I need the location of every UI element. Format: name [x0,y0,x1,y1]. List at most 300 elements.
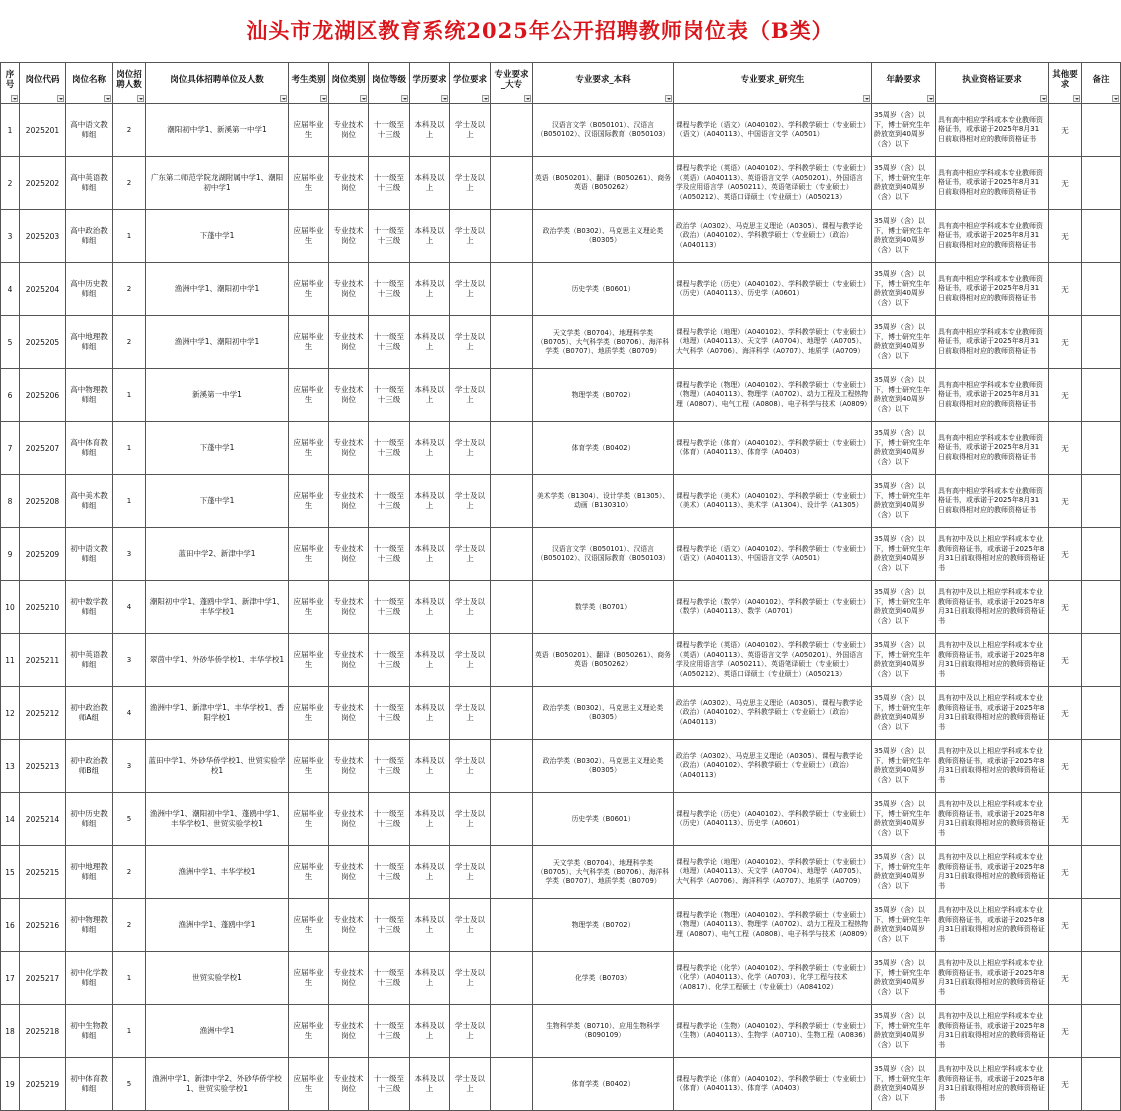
cell-seq: 3 [1,210,20,263]
filter-dropdown-icon[interactable] [104,95,111,102]
cell-ug: 英语（B050201）、翻译（B050261）、商务英语（B050262） [533,634,674,687]
cell-other: 无 [1049,157,1082,210]
cell-dz [491,581,533,634]
cell-pg: 课程与教学论（体育）（A040102）、学科教学硕士（专业硕士）（体育）（A040113）、体育学（A0403） [674,422,872,475]
cell-name: 高中历史教师组 [66,263,113,316]
cell-count: 3 [113,528,146,581]
cell-ptype: 专业技术岗位 [329,687,369,740]
cell-age: 35周岁（含）以下，博士研究生年龄放宽到40周岁（含）以下 [872,316,936,369]
cell-note [1082,316,1121,369]
cell-cert: 具有高中相应学科或本专业教师资格证书，或承诺于2025年8月31日前取得相对应的教师资格证书 [936,475,1049,528]
cell-count: 4 [113,581,146,634]
column-header-label: 专业要求_本科 [575,75,631,85]
cell-count: 1 [113,210,146,263]
cell-plevel: 十一级至十三级 [369,634,410,687]
cell-ug: 历史学类（B0601） [533,263,674,316]
cell-deg: 学士及以上 [450,740,491,793]
cell-cat: 应届毕业生 [289,263,329,316]
cell-cert: 具有初中及以上相应学科或本专业教师资格证书，或承诺于2025年8月31日前取得相对应的教师资格证书 [936,793,1049,846]
cell-code: 2025214 [20,793,66,846]
cell-ug: 政治学类（B0302）、马克思主义理论类（B0305） [533,740,674,793]
cell-plevel: 十一级至十三级 [369,210,410,263]
filter-dropdown-icon[interactable] [137,95,144,102]
cell-edu: 本科及以上 [410,687,450,740]
cell-edu: 本科及以上 [410,1005,450,1058]
column-header-label: 岗位等级 [371,75,406,85]
cell-code: 2025204 [20,263,66,316]
cell-other: 无 [1049,846,1082,899]
cell-plevel: 十一级至十三级 [369,369,410,422]
cell-unit: 广东第二师范学院龙湖附属中学1、潮阳初中学1 [146,157,289,210]
cell-dz [491,422,533,475]
cell-pg: 课程与教学论（英语）（A040102）、学科教学硕士（专业硕士）（英语）（A040113）、英语语言文学（A050201）、外国语言学及应用语言学（A050211）、英语笔译硕士（专业硕士）（A050212）、英语口译硕士（专业硕士）（A050213） [674,634,872,687]
cell-age: 35周岁（含）以下，博士研究生年龄放宽到40周岁（含）以下 [872,528,936,581]
cell-edu: 本科及以上 [410,263,450,316]
column-header[interactable] [533,63,674,104]
column-header-label: 专业要求_大专 [494,70,529,90]
column-header[interactable] [1,63,20,104]
filter-dropdown-icon[interactable] [482,95,489,102]
cell-seq: 1 [1,104,20,157]
cell-ptype: 专业技术岗位 [329,740,369,793]
column-header[interactable] [20,63,66,104]
cell-note [1082,687,1121,740]
cell-pg: 政治学（A0302）、马克思主义理论（A0305）、课程与教学论（政治）（A040102）、学科教学硕士（专业硕士）（政治）（A040113） [674,210,872,263]
column-header-label: 专业要求_研究生 [740,75,805,85]
column-header[interactable] [450,63,491,104]
cell-other: 无 [1049,740,1082,793]
cell-pg: 课程与教学论（历史）（A040102）、学科教学硕士（专业硕士）（历史）（A040113）、历史学（A0601） [674,793,872,846]
cell-cert: 具有高中相应学科或本专业教师资格证书，或承诺于2025年8月31日前取得相对应的教师资格证书 [936,422,1049,475]
cell-code: 2025208 [20,475,66,528]
cell-plevel: 十一级至十三级 [369,899,410,952]
cell-unit: 下蓬中学1 [146,210,289,263]
filter-dropdown-icon[interactable] [280,95,287,102]
cell-age: 35周岁（含）以下，博士研究生年龄放宽到40周岁（含）以下 [872,899,936,952]
cell-unit: 渔洲中学1、潮阳初中学1、蓬鸥中学1、丰华学校1、世贸实验学校1 [146,793,289,846]
cell-code: 2025216 [20,899,66,952]
cell-cat: 应届毕业生 [289,528,329,581]
cell-ptype: 专业技术岗位 [329,952,369,1005]
filter-dropdown-icon[interactable] [524,95,531,102]
column-header-label: 岗位招聘人数 [116,70,142,90]
cell-age: 35周岁（含）以下，博士研究生年龄放宽到40周岁（含）以下 [872,422,936,475]
cell-unit: 下蓬中学1 [146,422,289,475]
cell-cert: 具有高中相应学科或本专业教师资格证书，或承诺于2025年8月31日前取得相对应的教师资格证书 [936,210,1049,263]
cell-cat: 应届毕业生 [289,422,329,475]
cell-deg: 学士及以上 [450,1058,491,1111]
cell-name: 初中生物教师组 [66,1005,113,1058]
cell-edu: 本科及以上 [410,581,450,634]
cell-ptype: 专业技术岗位 [329,846,369,899]
column-header[interactable] [872,63,936,104]
cell-dz [491,475,533,528]
cell-pg: 政治学（A0302）、马克思主义理论（A0305）、课程与教学论（政治）（A040102）、学科教学硕士（专业硕士）（政治）（A040113） [674,740,872,793]
cell-pg: 课程与教学论（英语）（A040102）、学科教学硕士（专业硕士）（英语）（A040113）、英语语言文学（A050201）、外国语言学及应用语言学（A050211）、英语笔译硕士（专业硕士）（A050212）、英语口译硕士（专业硕士）（A050213） [674,157,872,210]
cell-note [1082,422,1121,475]
cell-ptype: 专业技术岗位 [329,316,369,369]
cell-cert: 具有初中及以上相应学科或本专业教师资格证书，或承诺于2025年8月31日前取得相对应的教师资格证书 [936,581,1049,634]
filter-dropdown-icon[interactable] [1112,95,1119,102]
cell-age: 35周岁（含）以下，博士研究生年龄放宽到40周岁（含）以下 [872,581,936,634]
cell-other: 无 [1049,316,1082,369]
cell-edu: 本科及以上 [410,740,450,793]
cell-name: 初中化学教师组 [66,952,113,1005]
column-header[interactable] [329,63,369,104]
table-header [1,63,1121,104]
cell-ptype: 专业技术岗位 [329,210,369,263]
cell-ug: 体育学类（B0402） [533,422,674,475]
cell-count: 3 [113,740,146,793]
cell-age: 35周岁（含）以下，博士研究生年龄放宽到40周岁（含）以下 [872,157,936,210]
cell-count: 5 [113,793,146,846]
table-row [1,899,1121,952]
table-row [1,422,1121,475]
cell-plevel: 十一级至十三级 [369,475,410,528]
cell-pg: 课程与教学论（数学）（A040102）、学科教学硕士（专业硕士）（数学）（A040113）、数学（A0701） [674,581,872,634]
column-header-label: 备注 [1092,75,1110,85]
cell-plevel: 十一级至十三级 [369,846,410,899]
filter-dropdown-icon[interactable] [665,95,672,102]
cell-code: 2025211 [20,634,66,687]
cell-unit: 渔洲中学1、蓬鸥中学1 [146,899,289,952]
cell-edu: 本科及以上 [410,634,450,687]
cell-edu: 本科及以上 [410,369,450,422]
cell-name: 初中语文教师组 [66,528,113,581]
cell-name: 高中政治教师组 [66,210,113,263]
cell-other: 无 [1049,210,1082,263]
cell-cat: 应届毕业生 [289,634,329,687]
cell-note [1082,846,1121,899]
cell-pg: 课程与教学论（物理）（A040102）、学科教学硕士（专业硕士）（物理）（A040113）、物理学（A0702）、动力工程及工程热物理（A0807）、电气工程（A0808）、电子科学与技术（A0809） [674,369,872,422]
column-header[interactable] [1082,63,1121,104]
cell-dz [491,157,533,210]
cell-age: 35周岁（含）以下，博士研究生年龄放宽到40周岁（含）以下 [872,475,936,528]
cell-note [1082,263,1121,316]
cell-cert: 具有初中及以上相应学科或本专业教师资格证书，或承诺于2025年8月31日前取得相对应的教师资格证书 [936,687,1049,740]
cell-note [1082,634,1121,687]
cell-deg: 学士及以上 [450,104,491,157]
cell-dz [491,528,533,581]
cell-deg: 学士及以上 [450,528,491,581]
cell-unit: 潮阳初中学1、蓬鸥中学1、新津中学1、丰华学校1 [146,581,289,634]
cell-note [1082,157,1121,210]
cell-age: 35周岁（含）以下，博士研究生年龄放宽到40周岁（含）以下 [872,687,936,740]
cell-ug: 体育学类（B0402） [533,1058,674,1111]
cell-edu: 本科及以上 [410,846,450,899]
filter-dropdown-icon[interactable] [1073,95,1080,102]
cell-name: 初中政治教师B组 [66,740,113,793]
filter-dropdown-icon[interactable] [320,95,327,102]
cell-count: 2 [113,846,146,899]
cell-ptype: 专业技术岗位 [329,793,369,846]
cell-other: 无 [1049,422,1082,475]
cell-cert: 具有初中及以上相应学科或本专业教师资格证书，或承诺于2025年8月31日前取得相对应的教师资格证书 [936,952,1049,1005]
cell-note [1082,1058,1121,1111]
cell-edu: 本科及以上 [410,952,450,1005]
cell-deg: 学士及以上 [450,687,491,740]
table-row [1,740,1121,793]
cell-ptype: 专业技术岗位 [329,899,369,952]
cell-cat: 应届毕业生 [289,846,329,899]
cell-age: 35周岁（含）以下，博士研究生年龄放宽到40周岁（含）以下 [872,952,936,1005]
column-header[interactable] [1049,63,1082,104]
cell-other: 无 [1049,581,1082,634]
cell-unit: 蓝田中学2、新津中学1 [146,528,289,581]
cell-ug: 物理学类（B0702） [533,369,674,422]
table-row [1,1058,1121,1111]
cell-cert: 具有高中相应学科或本专业教师资格证书，或承诺于2025年8月31日前取得相对应的教师资格证书 [936,104,1049,157]
cell-other: 无 [1049,263,1082,316]
cell-edu: 本科及以上 [410,899,450,952]
column-header[interactable] [410,63,450,104]
table-row [1,210,1121,263]
cell-deg: 学士及以上 [450,793,491,846]
cell-ug: 数学类（B0701） [533,581,674,634]
cell-deg: 学士及以上 [450,210,491,263]
filter-dropdown-icon[interactable] [360,95,367,102]
cell-cert: 具有初中及以上相应学科或本专业教师资格证书，或承诺于2025年8月31日前取得相对应的教师资格证书 [936,846,1049,899]
cell-edu: 本科及以上 [410,157,450,210]
cell-unit: 渔洲中学1、丰华学校1 [146,846,289,899]
cell-edu: 本科及以上 [410,104,450,157]
column-header[interactable] [936,63,1049,104]
cell-code: 2025201 [20,104,66,157]
cell-name: 高中体育教师组 [66,422,113,475]
cell-cat: 应届毕业生 [289,210,329,263]
cell-name: 初中体育教师组 [66,1058,113,1111]
cell-name: 高中英语教师组 [66,157,113,210]
filter-dropdown-icon[interactable] [927,95,934,102]
cell-deg: 学士及以上 [450,846,491,899]
cell-plevel: 十一级至十三级 [369,316,410,369]
table-row [1,263,1121,316]
table-row [1,952,1121,1005]
positions-table [0,62,1121,1111]
column-header-label: 岗位具体招聘单位及人数 [170,75,264,85]
cell-unit: 渔洲中学1、潮阳初中学1 [146,316,289,369]
cell-code: 2025219 [20,1058,66,1111]
cell-age: 35周岁（含）以下，博士研究生年龄放宽到40周岁（含）以下 [872,1005,936,1058]
cell-ptype: 专业技术岗位 [329,1005,369,1058]
table-row [1,1005,1121,1058]
cell-plevel: 十一级至十三级 [369,581,410,634]
column-header[interactable] [289,63,329,104]
cell-name: 高中语文教师组 [66,104,113,157]
column-header-label: 学历要求 [412,75,447,85]
cell-code: 2025215 [20,846,66,899]
cell-plevel: 十一级至十三级 [369,952,410,1005]
cell-cert: 具有高中相应学科或本专业教师资格证书，或承诺于2025年8月31日前取得相对应的教师资格证书 [936,263,1049,316]
cell-deg: 学士及以上 [450,316,491,369]
cell-age: 35周岁（含）以下，博士研究生年龄放宽到40周岁（含）以下 [872,793,936,846]
column-header[interactable] [66,63,113,104]
cell-note [1082,210,1121,263]
cell-deg: 学士及以上 [450,581,491,634]
cell-cat: 应届毕业生 [289,899,329,952]
cell-plevel: 十一级至十三级 [369,1058,410,1111]
cell-unit: 下蓬中学1 [146,475,289,528]
cell-name: 初中历史教师组 [66,793,113,846]
cell-pg: 课程与教学论（语文）（A040102）、学科教学硕士（专业硕士）（语文）（A040113）、中国语言文学（A0501） [674,528,872,581]
column-header-label: 年龄要求 [886,75,921,85]
cell-ptype: 专业技术岗位 [329,157,369,210]
filter-dropdown-icon[interactable] [11,95,18,102]
cell-seq: 9 [1,528,20,581]
cell-seq: 7 [1,422,20,475]
cell-code: 2025205 [20,316,66,369]
cell-unit: 渔洲中学1、新津中学2、外砂华侨学校1、世贸实验学校1 [146,1058,289,1111]
cell-unit: 潮阳初中学1、新溪第一中学1 [146,104,289,157]
cell-pg: 课程与教学论（历史）（A040102）、学科教学硕士（专业硕士）（历史）（A040113）、历史学（A0601） [674,263,872,316]
cell-note [1082,952,1121,1005]
cell-note [1082,475,1121,528]
cell-age: 35周岁（含）以下，博士研究生年龄放宽到40周岁（含）以下 [872,263,936,316]
cell-other: 无 [1049,369,1082,422]
cell-seq: 17 [1,952,20,1005]
cell-count: 2 [113,104,146,157]
cell-ug: 汉语言文学（B050101）、汉语言（B050102）、汉语国际教育（B050103） [533,104,674,157]
cell-note [1082,581,1121,634]
cell-cat: 应届毕业生 [289,740,329,793]
cell-plevel: 十一级至十三级 [369,104,410,157]
cell-note [1082,104,1121,157]
cell-seq: 6 [1,369,20,422]
cell-ptype: 专业技术岗位 [329,528,369,581]
filter-dropdown-icon[interactable] [863,95,870,102]
cell-pg: 课程与教学论（化学）（A040102）、学科教学硕士（专业硕士）（化学）（A040113）、化学（A0703）、化学工程与技术（A0817）、化学工程硕士（专业硕士）（A084102） [674,952,872,1005]
column-header[interactable] [369,63,410,104]
cell-seq: 18 [1,1005,20,1058]
cell-cat: 应届毕业生 [289,952,329,1005]
cell-seq: 14 [1,793,20,846]
cell-other: 无 [1049,634,1082,687]
cell-other: 无 [1049,687,1082,740]
cell-code: 2025203 [20,210,66,263]
cell-name: 初中政治教师A组 [66,687,113,740]
cell-other: 无 [1049,899,1082,952]
cell-cert: 具有高中相应学科或本专业教师资格证书，或承诺于2025年8月31日前取得相对应的教师资格证书 [936,316,1049,369]
cell-dz [491,316,533,369]
cell-seq: 12 [1,687,20,740]
cell-unit: 渔洲中学1、潮阳初中学1 [146,263,289,316]
cell-count: 1 [113,952,146,1005]
cell-count: 2 [113,316,146,369]
column-header[interactable] [491,63,533,104]
cell-edu: 本科及以上 [410,475,450,528]
table-body [1,104,1121,1111]
column-header[interactable] [113,63,146,104]
cell-age: 35周岁（含）以下，博士研究生年龄放宽到40周岁（含）以下 [872,740,936,793]
cell-dz [491,793,533,846]
cell-dz [491,369,533,422]
cell-note [1082,369,1121,422]
column-header[interactable] [146,63,289,104]
cell-ptype: 专业技术岗位 [329,475,369,528]
cell-code: 2025218 [20,1005,66,1058]
cell-ug: 天文学类（B0704）、地理科学类（B0705）、大气科学类（B0706）、海洋科学类（B0707）、地质学类（B0709） [533,316,674,369]
column-header-label: 岗位代码 [25,75,60,85]
cell-deg: 学士及以上 [450,157,491,210]
cell-count: 2 [113,157,146,210]
cell-ug: 汉语言文学（B050101）、汉语言（B050102）、汉语国际教育（B050103） [533,528,674,581]
cell-deg: 学士及以上 [450,634,491,687]
cell-ptype: 专业技术岗位 [329,369,369,422]
cell-deg: 学士及以上 [450,422,491,475]
cell-age: 35周岁（含）以下，博士研究生年龄放宽到40周岁（含）以下 [872,846,936,899]
cell-ug: 美术学类（B1304）、设计学类（B1305）、动画（B130310） [533,475,674,528]
cell-code: 2025213 [20,740,66,793]
table-row [1,369,1121,422]
cell-count: 1 [113,475,146,528]
cell-ptype: 专业技术岗位 [329,1058,369,1111]
cell-cat: 应届毕业生 [289,793,329,846]
cell-count: 5 [113,1058,146,1111]
cell-count: 2 [113,263,146,316]
cell-note [1082,899,1121,952]
cell-count: 3 [113,634,146,687]
cell-seq: 19 [1,1058,20,1111]
cell-cert: 具有高中相应学科或本专业教师资格证书，或承诺于2025年8月31日前取得相对应的教师资格证书 [936,157,1049,210]
cell-cert: 具有初中及以上相应学科或本专业教师资格证书，或承诺于2025年8月31日前取得相对应的教师资格证书 [936,740,1049,793]
cell-cert: 具有初中及以上相应学科或本专业教师资格证书，或承诺于2025年8月31日前取得相对应的教师资格证书 [936,899,1049,952]
cell-ug: 生物科学类（B0710）、应用生物科学（B090109） [533,1005,674,1058]
cell-count: 4 [113,687,146,740]
cell-cert: 具有初中及以上相应学科或本专业教师资格证书，或承诺于2025年8月31日前取得相对应的教师资格证书 [936,1058,1049,1111]
cell-edu: 本科及以上 [410,316,450,369]
cell-other: 无 [1049,952,1082,1005]
cell-cat: 应届毕业生 [289,316,329,369]
cell-count: 1 [113,1005,146,1058]
cell-other: 无 [1049,1058,1082,1111]
cell-cat: 应届毕业生 [289,475,329,528]
column-header[interactable] [674,63,872,104]
cell-name: 高中物理教师组 [66,369,113,422]
cell-pg: 课程与教学论（生物）（A040102）、学科教学硕士（专业硕士）（生物）（A040113）、生物学（A0710）、生物工程（A0836） [674,1005,872,1058]
cell-dz [491,210,533,263]
cell-edu: 本科及以上 [410,422,450,475]
cell-cert: 具有初中及以上相应学科或本专业教师资格证书，或承诺于2025年8月31日前取得相对应的教师资格证书 [936,1005,1049,1058]
cell-dz [491,846,533,899]
cell-age: 35周岁（含）以下，博士研究生年龄放宽到40周岁（含）以下 [872,210,936,263]
filter-dropdown-icon[interactable] [441,95,448,102]
column-header-label: 序号 [5,70,15,90]
cell-other: 无 [1049,475,1082,528]
filter-dropdown-icon[interactable] [57,95,64,102]
cell-ug: 天文学类（B0704）、地理科学类（B0705）、大气科学类（B0706）、海洋科学类（B0707）、地质学类（B0709） [533,846,674,899]
cell-ug: 英语（B050201）、翻译（B050261）、商务英语（B050262） [533,157,674,210]
cell-seq: 10 [1,581,20,634]
table-row [1,528,1121,581]
cell-name: 初中数学教师组 [66,581,113,634]
filter-dropdown-icon[interactable] [1040,95,1047,102]
cell-code: 2025209 [20,528,66,581]
cell-seq: 16 [1,899,20,952]
cell-ug: 物理学类（B0702） [533,899,674,952]
cell-dz [491,1005,533,1058]
cell-unit: 世贸实验学校1 [146,952,289,1005]
filter-dropdown-icon[interactable] [401,95,408,102]
cell-dz [491,952,533,1005]
cell-pg: 课程与教学论（地理）（A040102）、学科教学硕士（专业硕士）（地理）（A040113）、天文学（A0704）、地理学（A0705）、大气科学（A0706）、海洋科学（A0707）、地质学（A0709） [674,846,872,899]
cell-cert: 具有初中及以上相应学科或本专业教师资格证书，或承诺于2025年8月31日前取得相对应的教师资格证书 [936,528,1049,581]
cell-note [1082,740,1121,793]
cell-dz [491,634,533,687]
cell-plevel: 十一级至十三级 [369,422,410,475]
cell-plevel: 十一级至十三级 [369,1005,410,1058]
cell-cert: 具有高中相应学科或本专业教师资格证书，或承诺于2025年8月31日前取得相对应的教师资格证书 [936,369,1049,422]
cell-other: 无 [1049,1005,1082,1058]
